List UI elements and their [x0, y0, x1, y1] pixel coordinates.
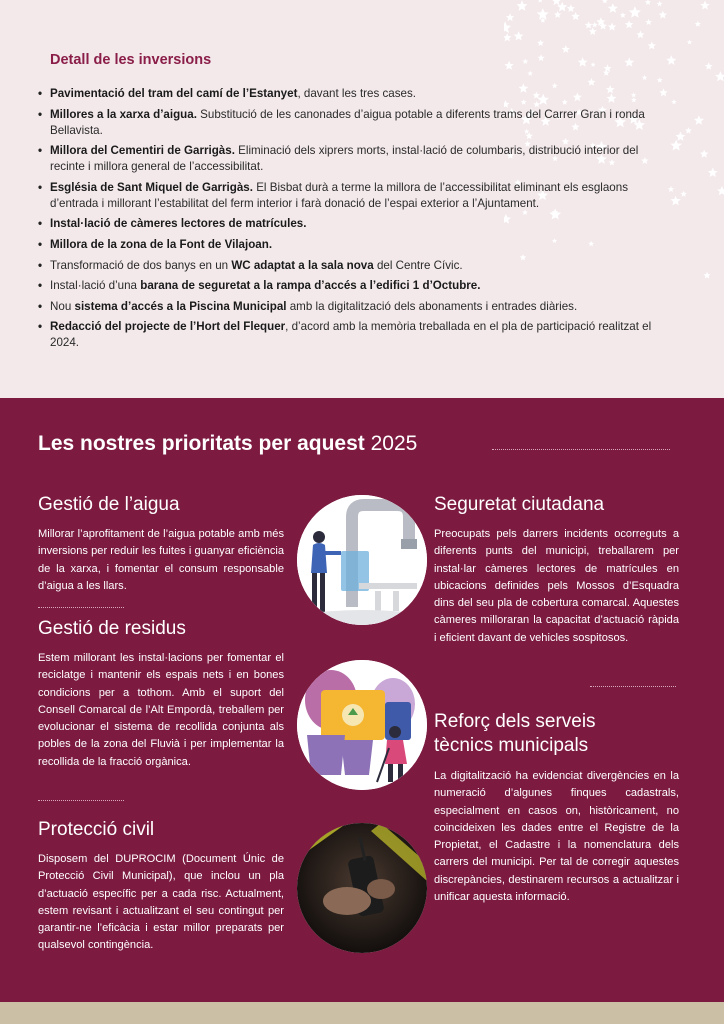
star-shape — [604, 64, 612, 72]
star-shape — [670, 140, 682, 151]
star-shape — [602, 0, 608, 3]
star-shape — [514, 31, 524, 40]
investment-item — [38, 180, 668, 212]
investment-item-text: del Centre Cívic. — [373, 258, 463, 272]
investment-item-text: , davant les tres cases. — [297, 87, 417, 100]
star-shape — [608, 23, 616, 31]
star-shape — [676, 132, 686, 141]
star-shape — [636, 31, 644, 39]
investment-item-title: Pavimentació del tram del camí de l’Estanyet — [50, 87, 298, 100]
star-shape — [685, 127, 692, 133]
investment-item — [38, 237, 668, 253]
star-shape — [671, 99, 676, 104]
investment-item — [38, 299, 668, 315]
star-shape — [517, 0, 528, 11]
investment-item-title: sistema d’accés a la Piscina Municipal — [74, 299, 287, 313]
investment-item-text: Substitució de les canonades d’aigua potable a diferents trams del Carrer Gran i ronda Bellavista. — [50, 107, 645, 137]
star-shape — [657, 1, 663, 6]
star-shape — [671, 196, 681, 206]
investments-section — [0, 0, 724, 398]
star-shape — [666, 55, 676, 65]
services-heading-line2: tècnics municipals — [434, 735, 589, 756]
investment-item — [38, 278, 668, 294]
water-body: Millorar l’aprofitament de l’aigua potable amb més inversions per reduir les fuites i guanyar eficiència de la xarxa, i fomentar el consum responsable d’aigua a les llars. — [38, 528, 284, 592]
separator — [590, 686, 676, 687]
star-shape — [681, 191, 687, 197]
security-body: Preocupats pels darrers incidents ocorreguts a diferents punts del municipi, treballarem per instal·lar càmeres lectores de matrícules en ubicacions definides pels Mossos d’Esquadra dins del seu pla de cobertura comarcal. Aquestes càmeres milloraran la capacitat d’actuació ràpida i eficient davant de vehicles sospitosos. — [434, 528, 679, 644]
star-shape — [537, 40, 544, 47]
star-shape — [695, 21, 701, 27]
priorities-title-main: Les nostres prioritats per aquest — [38, 432, 365, 455]
star-shape — [708, 168, 718, 178]
star-shape — [624, 57, 634, 66]
recycling-illustration-icon — [297, 660, 427, 790]
star-shape — [506, 13, 514, 21]
investment-item-text: , d’acord amb la memòria treballada en el pla de participació realitzat el 2024. — [50, 320, 652, 350]
star-shape — [659, 11, 667, 19]
star-shape — [591, 62, 596, 67]
star-shape — [538, 0, 543, 3]
priorities-title-year: 2025 — [364, 432, 418, 455]
investments-title: Detall de les inversions — [50, 52, 212, 68]
investment-item-title: Millora del Cementiri de Garrigàs. — [50, 144, 235, 158]
investment-item — [38, 107, 668, 139]
investment-item — [38, 258, 668, 274]
star-shape — [522, 59, 528, 65]
star-shape — [504, 61, 513, 70]
star-shape — [592, 22, 598, 28]
star-shape — [687, 40, 692, 45]
star-shape — [585, 21, 593, 28]
investment-item-title: barana de seguretat a la rampa d’accés a l’edifici 1 d’Octubre. — [140, 279, 481, 293]
star-shape — [645, 0, 651, 5]
title-dotted-rule — [492, 449, 670, 450]
star-shape — [504, 33, 512, 41]
investments-list — [38, 86, 668, 356]
star-shape — [648, 41, 657, 49]
star-shape — [700, 1, 709, 10]
waste-body: Estem millorant les instal·lacions per fomentar el reciclatge i mantenir els espais nets i en bones condicions per a tothom. Amb el suport del Consell Comarcal de l’Alt Empordà, treballem per evolucionar el sistema de recollida conjunta als pobles de la zona del Fluvià i per implementar la recollida de la fracció orgànica. — [38, 652, 284, 768]
star-shape — [657, 77, 663, 83]
star-shape — [645, 19, 652, 25]
star-shape — [625, 20, 634, 28]
star-shape — [504, 21, 511, 33]
star-shape — [642, 75, 647, 80]
star-shape — [703, 272, 710, 279]
star-shape — [552, 0, 562, 5]
separator — [38, 607, 124, 608]
star-shape — [571, 12, 580, 20]
star-shape — [608, 3, 618, 13]
investment-item — [38, 143, 668, 175]
star-shape — [567, 4, 575, 12]
investment-item-title: WC adaptat a la sala nova — [231, 258, 374, 272]
star-shape — [562, 45, 570, 53]
investment-item-prefix: Transformació de dos banys en un — [50, 258, 232, 272]
star-shape — [629, 6, 641, 18]
waste-heading: Gestió de residus — [38, 618, 186, 639]
star-shape — [717, 186, 724, 195]
investment-item-title: Millora de la zona de la Font de Vilajoan. — [50, 237, 273, 251]
investment-item-title: Millores a la xarxa d’aigua. — [50, 107, 197, 121]
security-heading: Seguretat ciutadana — [434, 494, 605, 515]
investment-item-title: Instal·lació de càmeres lectores de matrícules. — [50, 217, 307, 231]
star-shape — [589, 28, 597, 36]
police-radio-photo-icon — [297, 823, 427, 953]
priorities-title — [38, 432, 417, 456]
investment-item-text: Eliminació dels xiprers morts, instal·lació de columbaris, distribució interior del recinte i millora general de l’accessibilitat. — [50, 144, 639, 174]
civil-protection-heading: Protecció civil — [38, 819, 155, 840]
star-shape — [528, 71, 533, 76]
star-shape — [700, 150, 708, 158]
star-shape — [578, 57, 588, 66]
star-shape — [694, 115, 704, 125]
investment-item-title: Església de Sant Miquel de Garrigàs. — [50, 180, 253, 194]
water-tap-illustration-icon — [297, 495, 427, 625]
water-heading: Gestió de l’aigua — [38, 494, 180, 515]
civil-protection-body: Disposem del DUPROCIM (Document Únic de Protecció Civil Municipal), que inclou un pla d’actuació específic per a cada risc. Actualment, estem revisant i actualitzant el seu contingut per garantir-ne l’eficàcia i estar millor preparats per qualsevol contingència. — [38, 853, 284, 952]
star-shape — [620, 12, 626, 18]
priorities-section — [0, 398, 724, 1002]
investment-item-title: Redacció del projecte de l’Hort del Flequer — [50, 320, 286, 334]
services-heading-line1: Reforç dels serveis — [434, 711, 596, 732]
separator — [38, 800, 124, 801]
services-body: La digitalització ha evidenciat divergències en la numeració d’algunes finques cadastrals, especialment en casos on, històricament, no coincideixen les dades entre el Registre de la Propietat, el Cadastre i la nomenclatura dels carrers del municipi. Per tal de corregir aquestes discrepàncies, destinarem recursos a actualitzar i unificar aquesta informació. — [434, 770, 679, 904]
investment-item — [38, 216, 668, 232]
investment-item — [38, 319, 668, 351]
investment-item-prefix: Nou — [50, 299, 75, 313]
investment-item-prefix: Instal·lació d’una — [50, 279, 141, 293]
star-shape — [587, 78, 595, 86]
star-shape — [538, 54, 545, 61]
star-shape — [715, 71, 724, 81]
investment-item — [38, 86, 668, 102]
investment-item-text: El Bisbat durà a terme la millora de l’accessibilitat eliminant els esglaons d’entrada i millorant l’estabilitat del ferm interior i farà donació de l’espai exterior a l’Ajuntament. — [50, 180, 629, 210]
star-shape — [705, 62, 713, 69]
star-shape — [668, 186, 675, 192]
footer-band — [0, 1002, 724, 1024]
investment-item-text: amb la digitalització dels abonaments i entrades diàries. — [286, 299, 578, 313]
star-shape — [554, 11, 561, 18]
